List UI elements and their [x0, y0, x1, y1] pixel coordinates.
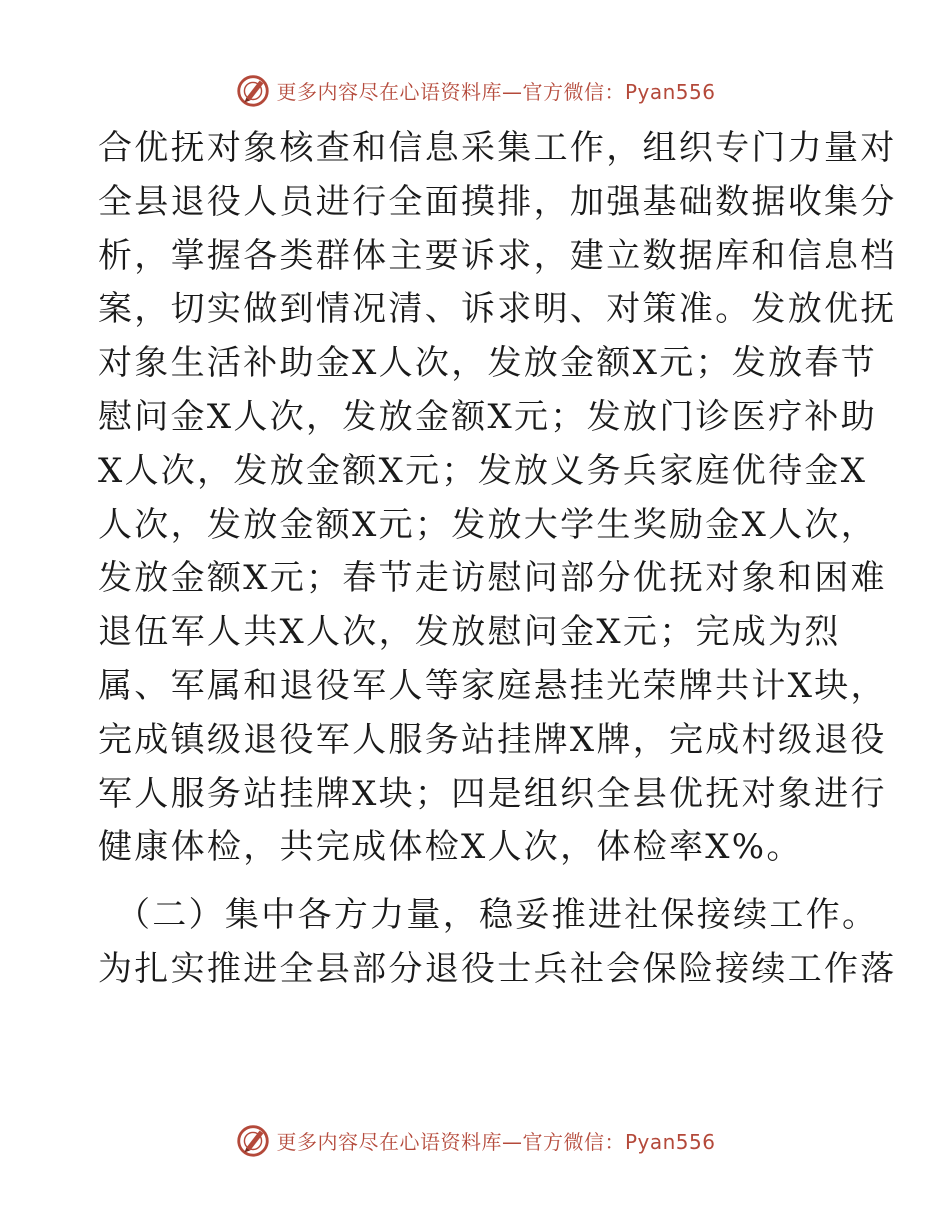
- header-watermark-banner: [0, 68, 950, 112]
- text-line: 析，掌握各类群体主要诉求，建立数据库和信息档: [98, 235, 897, 276]
- pen-seal-logo-icon: [234, 1121, 272, 1159]
- footer-watermark-banner: [0, 1118, 950, 1162]
- text-line: 完成镇级退役军人服务站挂牌X牌，完成村级退役: [98, 719, 887, 760]
- text-line: 为扎实推进全县部分退役士兵社会保险接续工作落: [98, 948, 897, 989]
- text-line: 全县退役人员进行全面摸排，加强基础数据收集分: [98, 181, 897, 222]
- section-heading: （二）集中各方力量，稳妥推进社保接续工作。: [116, 895, 879, 936]
- text-line: 对象生活补助金X人次，发放金额X元；发放春节: [98, 343, 878, 384]
- document-body: [98, 122, 897, 997]
- text-line: 退伍军人共X人次，发放慰问金X元；完成为烈: [98, 612, 841, 653]
- header-watermark-text: 更多内容尽在心语资料库—官方微信：Pyan556: [276, 79, 716, 104]
- text-line: 案，切实做到情况清、诉求明、对策准。发放优抚: [98, 289, 897, 330]
- text-line: 军人服务站挂牌X块；四是组织全县优抚对象进行: [98, 773, 887, 814]
- text-line-last: 健康体检，共完成体检X人次，体检率X%。: [98, 827, 803, 868]
- text-line: 属、军属和退役军人等家庭悬挂光荣牌共计X块，: [98, 665, 887, 706]
- footer-watermark-text: 更多内容尽在心语资料库—官方微信：Pyan556: [276, 1129, 716, 1154]
- pen-seal-logo-icon: [234, 71, 272, 109]
- text-line: X人次，发放金额X元；发放义务兵家庭优待金X: [98, 450, 868, 491]
- text-line: 发放金额X元；春节走访慰问部分优抚对象和困难: [98, 558, 887, 599]
- paragraph-gap: [98, 875, 858, 889]
- text-line: 人次，发放金额X元；发放大学生奖励金X人次，: [98, 504, 878, 545]
- text-line: 合优抚对象核查和信息采集工作，组织专门力量对: [98, 128, 897, 168]
- text-line: 慰问金X人次，发放金额X元；发放门诊医疗补助: [98, 396, 878, 437]
